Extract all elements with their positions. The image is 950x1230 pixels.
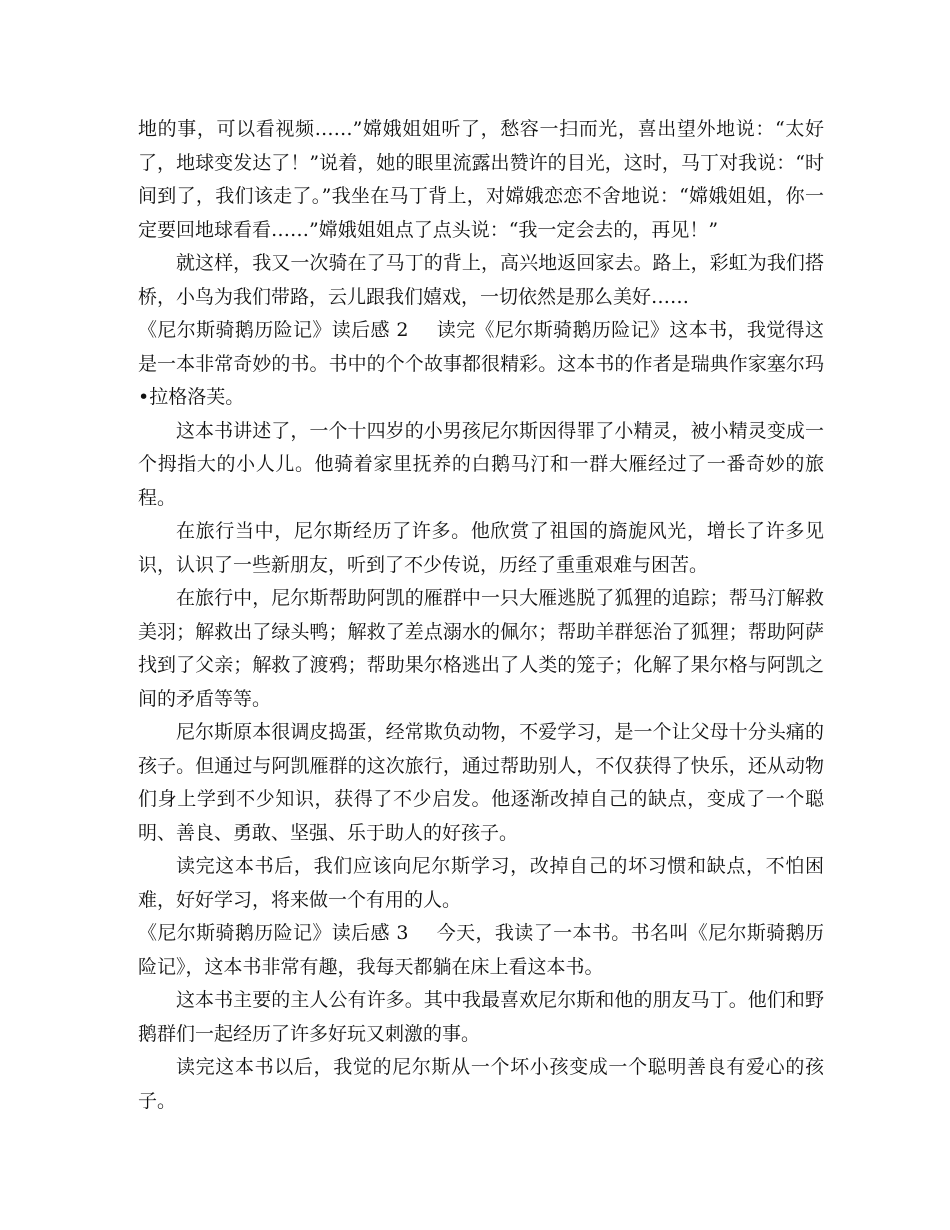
section-heading: 《尼尔斯骑鹅历险记》读后感 2: [138, 319, 409, 341]
paragraph: 这本书主要的主人公有许多。其中我最喜欢尼尔斯和他的朋友马丁。他们和野鹅群们一起经历了许多好玩又刺激的事。: [138, 989, 824, 1045]
paragraph-text: 读完《尼尔斯骑鹅历险记》这本书，我觉得这是一本非常奇妙的书。书中的个个故事都很精彩。这本书的作者是瑞典作家塞尔玛•拉格洛芙。: [138, 319, 824, 408]
document-body: [138, 113, 824, 1118]
paragraph: 就这样，我又一次骑在了马丁的背上，高兴地返回家去。路上，彩虹为我们搭桥，小鸟为我们带路，云儿跟我们嬉戏，一切依然是那么美好……: [138, 252, 824, 308]
paragraph: 这本书讲述了，一个十四岁的小男孩尼尔斯因得罪了小精灵，被小精灵变成一个拇指大的小人儿。他骑着家里抚养的白鹅马汀和一群大雁经过了一番奇妙的旅程。: [138, 419, 824, 509]
paragraph-with-heading: [138, 917, 824, 984]
paragraph-text: 今天，我读了一本书。书名叫《尼尔斯骑鹅历险记》，这本书非常有趣，我每天都躺在床上看这本书。: [138, 922, 824, 978]
paragraph: 尼尔斯原本很调皮捣蛋，经常欺负动物，不爱学习，是一个让父母十分头痛的孩子。但通过与阿凯雁群的这次旅行，通过帮助别人，不仅获得了快乐，还从动物们身上学到不少知识，获得了不少启发。他逐渐改掉自己的缺点，变成了一个聪明、善良、勇敢、坚强、乐于助人的好孩子。: [138, 721, 824, 844]
paragraph: 读完这本书后，我们应该向尼尔斯学习，改掉自己的坏习惯和缺点，不怕困难，好好学习，将来做一个有用的人。: [138, 855, 824, 911]
section-heading: 《尼尔斯骑鹅历险记》读后感 3: [138, 922, 409, 944]
paragraph: 在旅行中，尼尔斯帮助阿凯的雁群中一只大雁逃脱了狐狸的追踪；帮马汀解救美羽；解救出了绿头鸭；解救了差点溺水的佩尔；帮助羊群惩治了狐狸；帮助阿萨找到了父亲；解救了渡鸦；帮助果尔格逃出了人类的笼子；化解了果尔格与阿凯之间的矛盾等等。: [138, 587, 824, 710]
paragraph: 地的事，可以看视频……”嫦娥姐姐听了，愁容一扫而光，喜出望外地说：“太好了，地球变发达了！”说着，她的眼里流露出赞许的目光，这时，马丁对我说：“时间到了，我们该走了。”我坐在马丁背上，对嫦娥恋恋不舍地说：“嫦娥姐姐，你一定要回地球看看……”嫦娥姐姐点了点头说：“我一定会去的，再见！”: [138, 118, 824, 241]
paragraph: 在旅行当中，尼尔斯经历了许多。他欣赏了祖国的旖旎风光，增长了许多见识，认识了一些新朋友，听到了不少传说，历经了重重艰难与困苦。: [138, 520, 824, 576]
paragraph: 读完这本书以后，我觉的尼尔斯从一个坏小孩变成一个聪明善良有爱心的孩子。: [138, 1056, 824, 1112]
paragraph-with-heading: [138, 314, 824, 415]
